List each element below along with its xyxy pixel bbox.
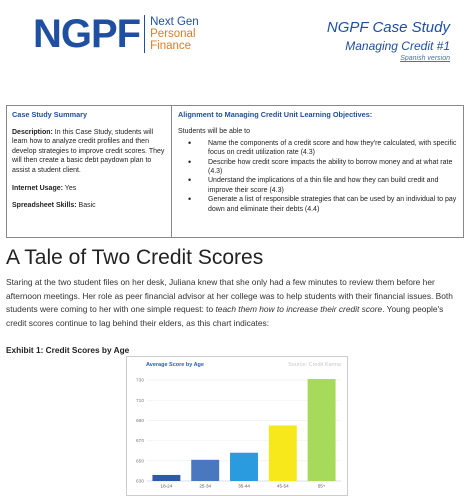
y-tick-label: 710 [135, 398, 144, 404]
logo-line-1: Next Gen [150, 16, 199, 28]
learning-objectives [172, 106, 463, 237]
bar-35-44 [230, 453, 258, 481]
case-study-summary [7, 106, 172, 237]
case-study-subtitle: Managing Credit #1 [345, 39, 450, 53]
bar-18-24 [152, 475, 180, 481]
bar-25-34 [191, 460, 219, 481]
case-study-title: NGPF Case Study [326, 19, 450, 36]
alignment-heading: Alignment to Managing Credit Unit Learning Objectives: [178, 110, 373, 119]
y-tick-label: 670 [135, 439, 144, 445]
y-tick-label: 630 [135, 479, 144, 485]
bar-55+ [308, 379, 336, 481]
objectives-intro: Students will be able to [178, 128, 250, 136]
x-tick-label: 25-34 [199, 483, 212, 489]
spreadsheet-value: Basic [76, 202, 96, 210]
description-paragraph [12, 128, 166, 176]
logo-divider [144, 15, 145, 53]
y-tick-label: 690 [135, 419, 144, 425]
bar-45-54 [269, 425, 297, 481]
credit-score-chart [126, 356, 348, 496]
x-tick-label: 35-44 [238, 483, 250, 489]
description-label: Description: [12, 128, 53, 136]
description-text: In this Case Study, students will learn how to analyze credit profiles and then develop strategies to improve credit scores. They will then create a basic debt paydown plan to assist a student client. [12, 128, 165, 174]
internet-usage [12, 184, 166, 194]
summary-table [6, 105, 464, 238]
paragraph-italic: teach them how to increase their credit score [215, 304, 383, 314]
ngpf-logo [33, 14, 199, 54]
paragraph-start: Staring at the two student files on her desk, Juliana knew that she only had a few minutes to review them before her afternoon meetings. Her role as peer financial advisor at her college was to help students with their financial issues. Both students were coming to her with one simple request: to [6, 277, 453, 314]
chart-source: Source: Credit Karma [288, 362, 341, 368]
logo-line-3: Finance [150, 40, 192, 52]
article-heading: A Tale of Two Credit Scores [6, 246, 264, 269]
case-study-header [327, 18, 450, 62]
objective-item: • Name the components of a credit score and how they're calculated, with specific focus on credit utilization rate (4.3) [188, 139, 457, 158]
article-paragraph [6, 276, 466, 330]
objective-item: • Describe how credit score impacts the ability to borrow money and at what rate (4.3) [188, 158, 457, 177]
logo-line-2: Personal [150, 28, 196, 40]
paragraph-end: . Young people's credit scores continue to lag behind their elders, as this chart indicates: [6, 304, 444, 328]
x-tick-label: 55+ [317, 483, 326, 489]
logo-mark: NGPF [33, 12, 141, 56]
internet-value: Yes [62, 184, 77, 192]
objective-item: • Generate a list of responsible strategies that can be used by an individual to pay down and eliminate their debts (4.4) [188, 195, 457, 214]
exhibit-caption: Exhibit 1: Credit Scores by Age [6, 345, 130, 355]
spreadsheet-skills [12, 201, 166, 211]
logo-subtitle [150, 16, 199, 52]
chart-canvas [127, 357, 349, 496]
summary-heading: Case Study Summary [12, 110, 88, 119]
x-tick-label: 18-24 [160, 483, 173, 489]
y-tick-label: 650 [135, 459, 144, 465]
spanish-version-link[interactable]: Spanish version [400, 55, 450, 62]
objective-item: • Understand the implications of a thin file and how they can build credit and improve their score (4.3) [188, 176, 457, 195]
chart-title: Average Score by Age [146, 362, 204, 368]
internet-label: Internet Usage: [12, 184, 63, 192]
objectives-list [178, 139, 457, 214]
spreadsheet-label: Spreadsheet Skills: [12, 202, 77, 210]
x-tick-label: 45-54 [276, 483, 289, 489]
y-tick-label: 730 [135, 378, 144, 384]
